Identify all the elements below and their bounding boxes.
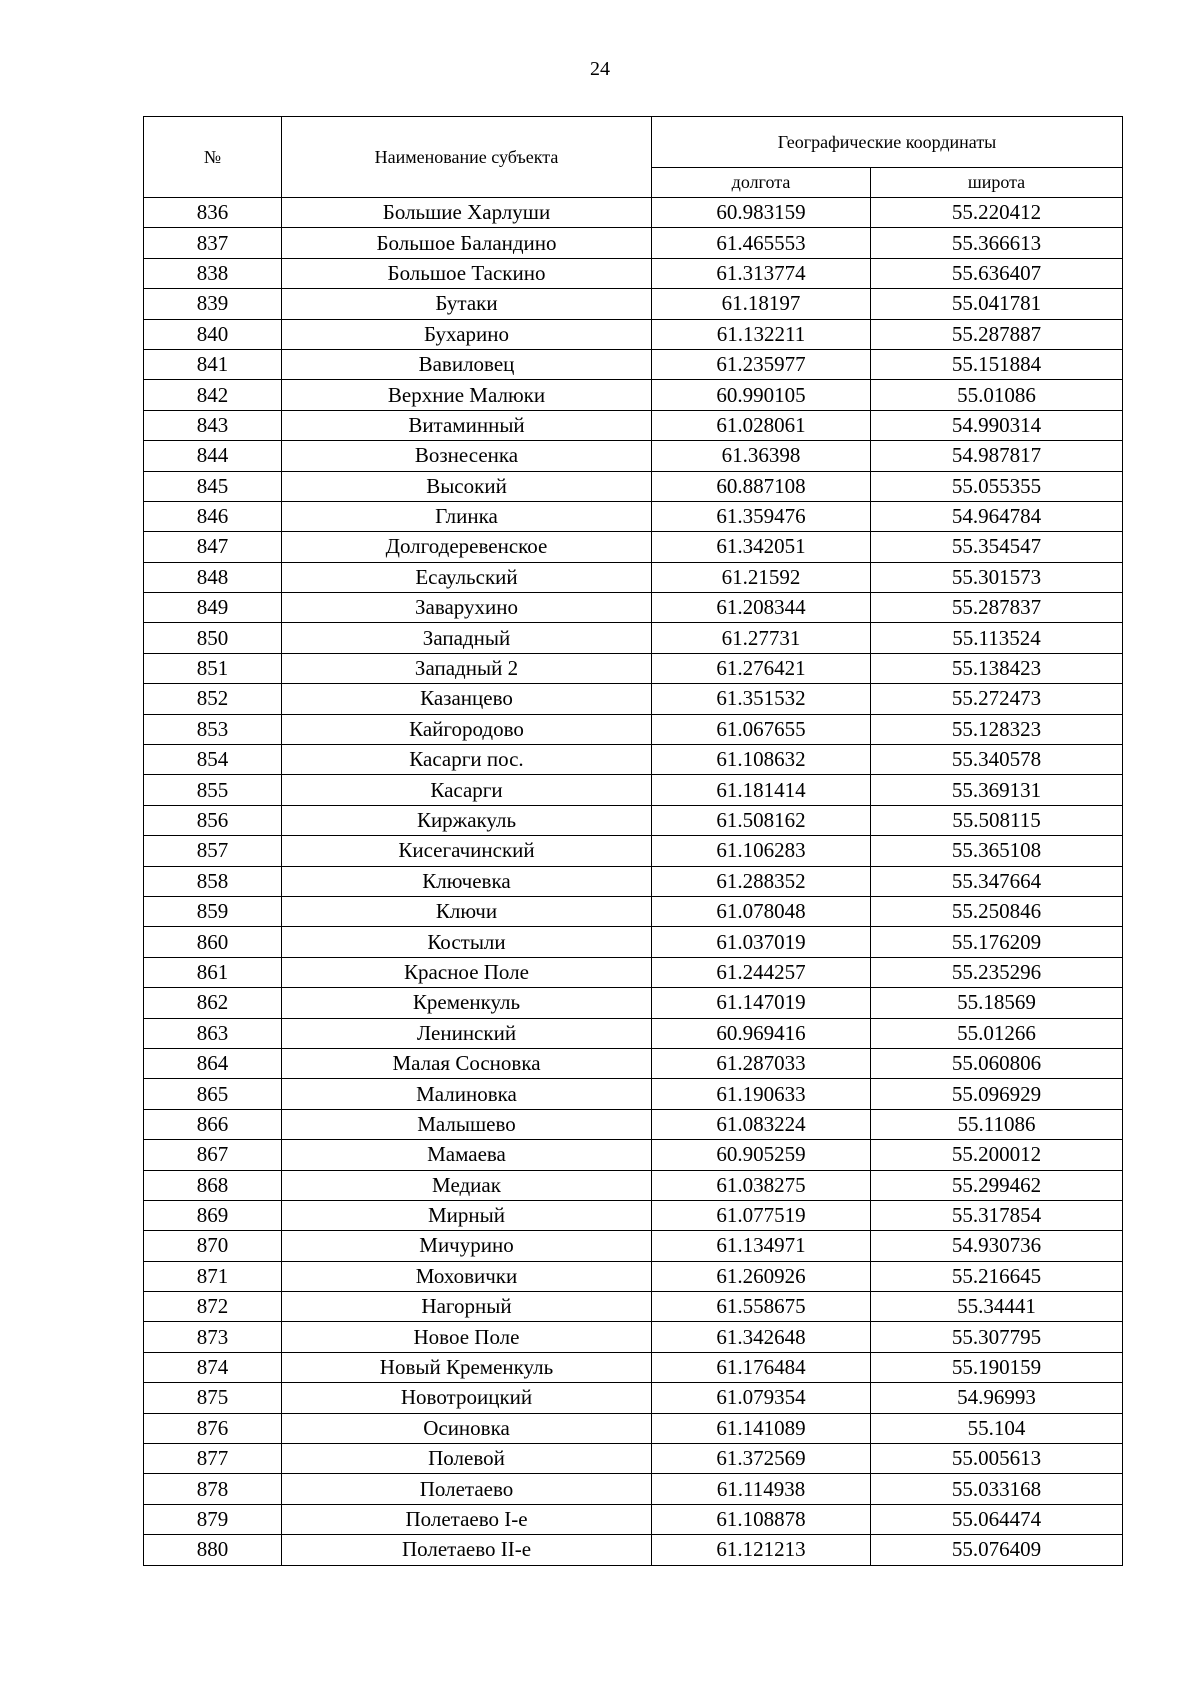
cell-number: 851 [144,653,282,683]
cell-latitude: 55.220412 [871,198,1123,228]
table-row [144,1352,1123,1382]
cell-longitude: 61.208344 [652,593,871,623]
cell-longitude: 61.372569 [652,1444,871,1474]
cell-longitude: 61.083224 [652,1109,871,1139]
cell-latitude: 55.287887 [871,319,1123,349]
table-row [144,1322,1123,1352]
table-row [144,745,1123,775]
table-row [144,562,1123,592]
cell-latitude: 55.104 [871,1413,1123,1443]
table-row [144,410,1123,440]
cell-subject-name: Ключевка [282,866,652,896]
cell-longitude: 61.077519 [652,1200,871,1230]
table-body [144,198,1123,1566]
cell-subject-name: Бутаки [282,289,652,319]
cell-longitude: 61.36398 [652,441,871,471]
cell-subject-name: Кайгородово [282,714,652,744]
cell-latitude: 55.01086 [871,380,1123,410]
cell-number: 869 [144,1200,282,1230]
cell-longitude: 60.905259 [652,1140,871,1170]
cell-longitude: 61.114938 [652,1474,871,1504]
cell-longitude: 61.27731 [652,623,871,653]
table-row [144,289,1123,319]
cell-latitude: 55.041781 [871,289,1123,319]
cell-subject-name: Касарги [282,775,652,805]
cell-longitude: 61.359476 [652,501,871,531]
cell-subject-name: Есаульский [282,562,652,592]
cell-latitude: 55.301573 [871,562,1123,592]
cell-longitude: 61.276421 [652,653,871,683]
table-row [144,623,1123,653]
cell-number: 874 [144,1352,282,1382]
cell-longitude: 61.342648 [652,1322,871,1352]
table-row [144,927,1123,957]
table-row [144,1079,1123,1109]
cell-number: 846 [144,501,282,531]
cell-longitude: 61.465553 [652,228,871,258]
table-row [144,501,1123,531]
cell-subject-name: Большое Таскино [282,258,652,288]
cell-number: 858 [144,866,282,896]
cell-number: 871 [144,1261,282,1291]
cell-subject-name: Новый Кременкуль [282,1352,652,1382]
table-header [144,117,1123,198]
cell-longitude: 61.351532 [652,684,871,714]
table-row [144,471,1123,501]
cell-longitude: 61.342051 [652,532,871,562]
table-row [144,1018,1123,1048]
cell-subject-name: Казанцево [282,684,652,714]
cell-subject-name: Моховички [282,1261,652,1291]
cell-longitude: 61.038275 [652,1170,871,1200]
cell-subject-name: Полетаево II-е [282,1535,652,1565]
table-row [144,805,1123,835]
cell-latitude: 55.190159 [871,1352,1123,1382]
cell-number: 843 [144,410,282,440]
cell-latitude: 54.987817 [871,441,1123,471]
cell-longitude: 61.181414 [652,775,871,805]
cell-subject-name: Новое Поле [282,1322,652,1352]
cell-latitude: 55.354547 [871,532,1123,562]
cell-latitude: 54.990314 [871,410,1123,440]
cell-longitude: 61.121213 [652,1535,871,1565]
cell-longitude: 61.132211 [652,319,871,349]
cell-latitude: 54.964784 [871,501,1123,531]
cell-subject-name: Нагорный [282,1292,652,1322]
table-row [144,228,1123,258]
cell-longitude: 60.983159 [652,198,871,228]
cell-latitude: 55.250846 [871,896,1123,926]
cell-subject-name: Малиновка [282,1079,652,1109]
table-row [144,714,1123,744]
cell-longitude: 61.18197 [652,289,871,319]
cell-longitude: 61.028061 [652,410,871,440]
cell-subject-name: Бухарино [282,319,652,349]
cell-number: 839 [144,289,282,319]
cell-number: 866 [144,1109,282,1139]
table-row [144,1474,1123,1504]
cell-longitude: 61.141089 [652,1413,871,1443]
cell-latitude: 55.11086 [871,1109,1123,1139]
cell-longitude: 61.134971 [652,1231,871,1261]
cell-latitude: 55.340578 [871,745,1123,775]
table-row [144,1048,1123,1078]
cell-longitude: 61.190633 [652,1079,871,1109]
table-row [144,1504,1123,1534]
cell-subject-name: Киржакуль [282,805,652,835]
cell-subject-name: Медиак [282,1170,652,1200]
cell-latitude: 55.365108 [871,836,1123,866]
cell-subject-name: Красное Поле [282,957,652,987]
cell-longitude: 61.21592 [652,562,871,592]
table-row [144,1444,1123,1474]
cell-longitude: 61.106283 [652,836,871,866]
cell-subject-name: Кисегачинский [282,836,652,866]
cell-longitude: 61.287033 [652,1048,871,1078]
cell-latitude: 55.064474 [871,1504,1123,1534]
header-longitude: долгота [652,168,871,198]
cell-latitude: 55.287837 [871,593,1123,623]
cell-latitude: 55.200012 [871,1140,1123,1170]
cell-subject-name: Кременкуль [282,988,652,1018]
table-row [144,896,1123,926]
cell-latitude: 55.508115 [871,805,1123,835]
cell-subject-name: Мирный [282,1200,652,1230]
cell-subject-name: Западный 2 [282,653,652,683]
cell-number: 848 [144,562,282,592]
table-row [144,532,1123,562]
cell-number: 879 [144,1504,282,1534]
cell-number: 864 [144,1048,282,1078]
cell-subject-name: Вознесенка [282,441,652,471]
cell-number: 880 [144,1535,282,1565]
table-row [144,957,1123,987]
page-number: 24 [590,58,610,80]
table-row [144,380,1123,410]
header-number: № [144,117,282,198]
cell-subject-name: Полетаево [282,1474,652,1504]
cell-subject-name: Витаминный [282,410,652,440]
cell-number: 847 [144,532,282,562]
cell-latitude: 55.636407 [871,258,1123,288]
cell-latitude: 55.005613 [871,1444,1123,1474]
cell-number: 877 [144,1444,282,1474]
cell-subject-name: Ключи [282,896,652,926]
header-geo-coordinates: Географические координаты [652,117,1123,168]
cell-longitude: 60.887108 [652,471,871,501]
table-row [144,441,1123,471]
cell-number: 850 [144,623,282,653]
table-row [144,836,1123,866]
cell-latitude: 55.216645 [871,1261,1123,1291]
cell-latitude: 55.138423 [871,653,1123,683]
cell-number: 861 [144,957,282,987]
cell-longitude: 61.313774 [652,258,871,288]
table-row [144,1109,1123,1139]
cell-longitude: 61.176484 [652,1352,871,1382]
cell-subject-name: Полетаево I-е [282,1504,652,1534]
table-row [144,593,1123,623]
cell-longitude: 61.078048 [652,896,871,926]
cell-number: 870 [144,1231,282,1261]
cell-number: 844 [144,441,282,471]
cell-longitude: 61.508162 [652,805,871,835]
cell-number: 856 [144,805,282,835]
cell-latitude: 55.18569 [871,988,1123,1018]
table-row [144,198,1123,228]
cell-number: 873 [144,1322,282,1352]
cell-latitude: 55.113524 [871,623,1123,653]
cell-subject-name: Верхние Малюки [282,380,652,410]
cell-subject-name: Малышево [282,1109,652,1139]
table-row [144,1170,1123,1200]
cell-subject-name: Большое Баландино [282,228,652,258]
cell-latitude: 55.033168 [871,1474,1123,1504]
cell-number: 838 [144,258,282,288]
cell-number: 860 [144,927,282,957]
cell-latitude: 55.366613 [871,228,1123,258]
cell-subject-name: Ленинский [282,1018,652,1048]
cell-longitude: 61.108878 [652,1504,871,1534]
cell-latitude: 55.176209 [871,927,1123,957]
cell-number: 878 [144,1474,282,1504]
cell-number: 854 [144,745,282,775]
cell-number: 867 [144,1140,282,1170]
cell-subject-name: Западный [282,623,652,653]
cell-subject-name: Глинка [282,501,652,531]
coordinates-table [143,116,1123,1566]
cell-number: 840 [144,319,282,349]
cell-latitude: 55.060806 [871,1048,1123,1078]
cell-longitude: 60.969416 [652,1018,871,1048]
cell-number: 876 [144,1413,282,1443]
header-subject-name: Наименование субъекта [282,117,652,198]
cell-number: 853 [144,714,282,744]
cell-subject-name: Вавиловец [282,349,652,379]
cell-longitude: 61.037019 [652,927,871,957]
cell-latitude: 55.076409 [871,1535,1123,1565]
cell-number: 875 [144,1383,282,1413]
cell-number: 863 [144,1018,282,1048]
cell-number: 862 [144,988,282,1018]
cell-latitude: 55.34441 [871,1292,1123,1322]
cell-longitude: 61.147019 [652,988,871,1018]
table-row [144,258,1123,288]
cell-longitude: 61.108632 [652,745,871,775]
cell-latitude: 55.272473 [871,684,1123,714]
cell-longitude: 61.079354 [652,1383,871,1413]
cell-longitude: 61.260926 [652,1261,871,1291]
cell-subject-name: Костыли [282,927,652,957]
cell-subject-name: Осиновка [282,1413,652,1443]
cell-number: 837 [144,228,282,258]
cell-longitude: 61.067655 [652,714,871,744]
cell-subject-name: Новотроицкий [282,1383,652,1413]
table-row [144,653,1123,683]
cell-subject-name: Заварухино [282,593,652,623]
cell-number: 842 [144,380,282,410]
cell-latitude: 55.235296 [871,957,1123,987]
header-latitude: широта [871,168,1123,198]
cell-subject-name: Полевой [282,1444,652,1474]
cell-subject-name: Малая Сосновка [282,1048,652,1078]
table-row [144,1140,1123,1170]
cell-latitude: 55.299462 [871,1170,1123,1200]
cell-number: 857 [144,836,282,866]
cell-latitude: 55.055355 [871,471,1123,501]
table-row [144,1413,1123,1443]
cell-number: 841 [144,349,282,379]
table-row [144,684,1123,714]
table-row [144,349,1123,379]
cell-number: 868 [144,1170,282,1200]
table-row [144,775,1123,805]
cell-longitude: 61.244257 [652,957,871,987]
table-row [144,1383,1123,1413]
table-row [144,319,1123,349]
cell-subject-name: Высокий [282,471,652,501]
cell-subject-name: Большие Харлуши [282,198,652,228]
cell-longitude: 61.558675 [652,1292,871,1322]
cell-latitude: 55.317854 [871,1200,1123,1230]
cell-subject-name: Мичурино [282,1231,652,1261]
cell-latitude: 55.369131 [871,775,1123,805]
table-row [144,1292,1123,1322]
table-row [144,988,1123,1018]
cell-latitude: 55.151884 [871,349,1123,379]
cell-number: 865 [144,1079,282,1109]
cell-number: 852 [144,684,282,714]
cell-subject-name: Касарги пос. [282,745,652,775]
cell-subject-name: Долгодеревенское [282,532,652,562]
table-row [144,1535,1123,1565]
cell-subject-name: Мамаева [282,1140,652,1170]
cell-longitude: 61.235977 [652,349,871,379]
cell-latitude: 55.096929 [871,1079,1123,1109]
cell-latitude: 55.347664 [871,866,1123,896]
table-row [144,1231,1123,1261]
cell-number: 872 [144,1292,282,1322]
cell-number: 845 [144,471,282,501]
cell-latitude: 54.96993 [871,1383,1123,1413]
table-row [144,1200,1123,1230]
cell-number: 855 [144,775,282,805]
cell-number: 849 [144,593,282,623]
table-row [144,866,1123,896]
cell-latitude: 54.930736 [871,1231,1123,1261]
cell-number: 836 [144,198,282,228]
cell-longitude: 60.990105 [652,380,871,410]
cell-latitude: 55.01266 [871,1018,1123,1048]
cell-latitude: 55.128323 [871,714,1123,744]
cell-longitude: 61.288352 [652,866,871,896]
cell-latitude: 55.307795 [871,1322,1123,1352]
cell-number: 859 [144,896,282,926]
table-row [144,1261,1123,1291]
